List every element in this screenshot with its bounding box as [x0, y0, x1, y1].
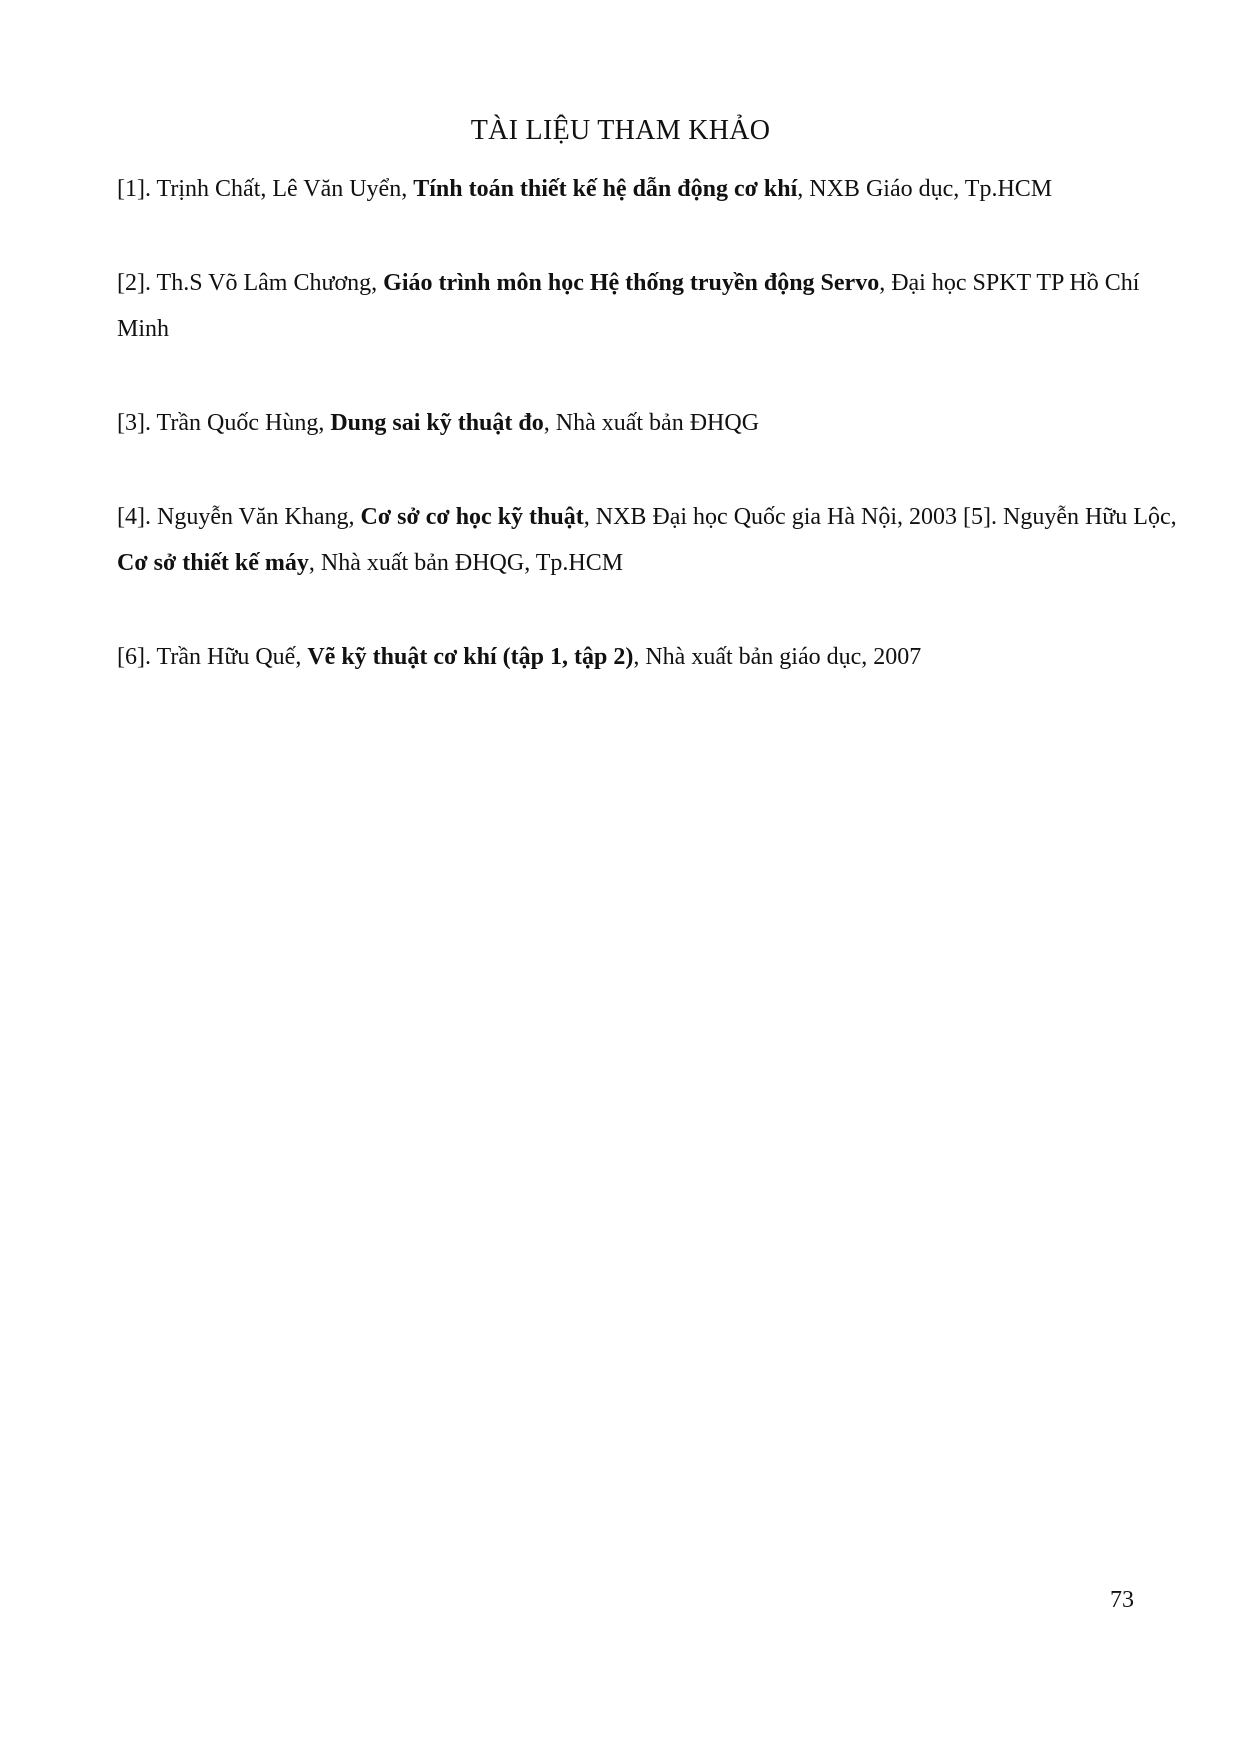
reference-publisher: , NXB Đại học Quốc gia Hà Nội, 2003 [5]. Nguyễn Hữu Lộc,	[583, 504, 1177, 530]
reference-book-title: Cơ sở thiết kế máy	[117, 550, 309, 576]
reference-publisher: , NXB Giáo dục, Tp.HCM	[797, 176, 1053, 202]
reference-text: [4]. Nguyễn Văn Khang,	[117, 504, 361, 530]
reference-list	[117, 166, 1197, 728]
reference-publisher: , Đại học SPKT TP Hồ Chí Minh	[117, 270, 1140, 342]
page-number: 73	[1110, 1587, 1134, 1613]
reference-item-1	[117, 166, 1197, 212]
reference-book-title: Vẽ kỹ thuật cơ khí (tập 1, tập 2)	[307, 644, 634, 670]
page-title: TÀI LIỆU THAM KHẢO	[470, 115, 771, 146]
reference-item-3	[117, 400, 1197, 446]
reference-publisher: , Nhà xuất bản ĐHQG	[543, 410, 760, 436]
reference-text: [1]. Trịnh Chất, Lê Văn Uyển,	[117, 176, 414, 202]
reference-book-title: Cơ sở cơ học kỹ thuật	[360, 504, 584, 530]
reference-item-2	[117, 260, 1197, 352]
reference-text: [3]. Trần Quốc Hùng,	[117, 410, 331, 436]
reference-publisher: , Nhà xuất bản ĐHQG, Tp.HCM	[308, 550, 624, 576]
reference-item-4	[117, 494, 1197, 586]
reference-book-title: Giáo trình môn học Hệ thống truyền động Servo	[383, 270, 880, 296]
reference-book-title: Tính toán thiết kế hệ dẫn động cơ khí	[413, 176, 798, 202]
reference-book-title: Dung sai kỹ thuật đo	[330, 410, 544, 436]
reference-item-6	[117, 634, 1197, 680]
reference-text: [2]. Th.S Võ Lâm Chương,	[117, 270, 384, 296]
reference-text: [6]. Trần Hữu Quế,	[117, 644, 308, 670]
reference-publisher: , Nhà xuất bản giáo dục, 2007	[633, 644, 922, 670]
